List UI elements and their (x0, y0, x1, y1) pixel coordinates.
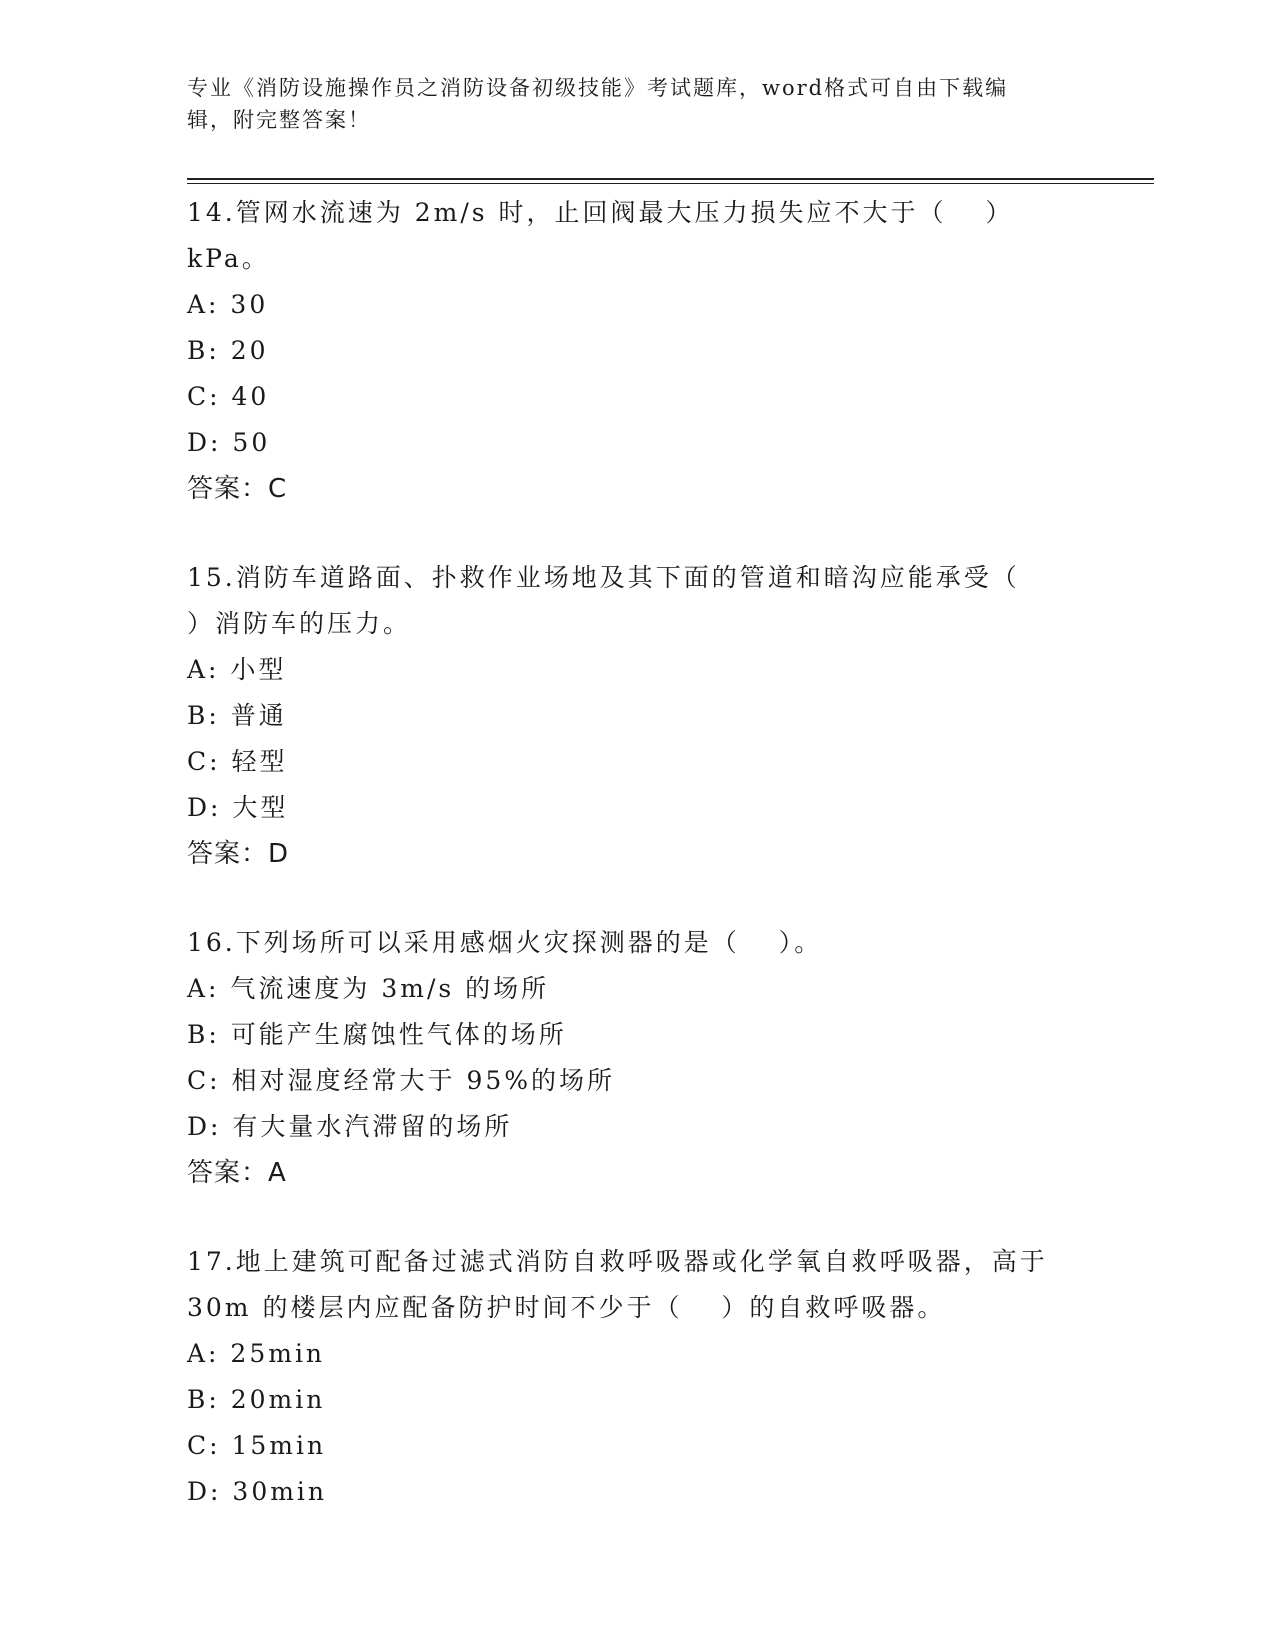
question-16 (187, 920, 1087, 1196)
question-stem-line-2: ）消防车的压力。 (187, 609, 412, 638)
option-d: D: 30min (187, 1477, 328, 1506)
answer: 答案：D (187, 839, 290, 869)
option-a: A: 30 (187, 290, 269, 319)
option-d: D: 50 (187, 428, 271, 457)
header-line-2: 辑，附完整答案！ (187, 108, 371, 132)
header-line-1: 专业《消防设施操作员之消防设备初级技能》考试题库，word格式可自由下载编 (187, 76, 1009, 100)
question-stem: 16.下列场所可以采用感烟火灾探测器的是（ ）。 (187, 928, 823, 957)
question-15 (187, 555, 1087, 877)
question-stem-line-2: 30m 的楼层内应配备防护时间不少于（ ）的自救呼吸器。 (187, 1293, 946, 1322)
question-17 (187, 1239, 1087, 1515)
question-list (187, 190, 1087, 1558)
option-d: D: 大型 (187, 793, 289, 822)
answer: 答案：A (187, 1158, 287, 1188)
option-c: C: 相对湿度经常大于 95%的场所 (187, 1066, 616, 1095)
option-d: D: 有大量水汽滞留的场所 (187, 1112, 513, 1141)
option-a: A: 小型 (187, 655, 287, 684)
option-a: A: 25min (187, 1339, 326, 1368)
option-b: B: 20 (187, 336, 269, 365)
header-divider-thick (187, 178, 1154, 180)
header-divider-thin (187, 183, 1154, 184)
option-c: C: 15min (187, 1431, 327, 1460)
question-stem: 14.管网水流速为 2m/s 时，止回阀最大压力损失应不大于（ ）kPa。 (187, 198, 1014, 273)
question-stem-line-1: 17.地上建筑可配备过滤式消防自救呼吸器或化学氧自救呼吸器，高于 (187, 1247, 1048, 1276)
question-stem-line-1: 15.消防车道路面、扑救作业场地及其下面的管道和暗沟应能承受（ (187, 563, 1020, 592)
answer: 答案：C (187, 474, 288, 504)
option-a: A: 气流速度为 3m/s 的场所 (187, 974, 550, 1003)
option-b: B: 普通 (187, 701, 287, 730)
option-c: C: 40 (187, 382, 270, 411)
option-b: B: 20min (187, 1385, 326, 1414)
document-header (187, 72, 1067, 136)
option-c: C: 轻型 (187, 747, 288, 776)
option-b: B: 可能产生腐蚀性气体的场所 (187, 1020, 567, 1049)
question-14 (187, 190, 1087, 512)
